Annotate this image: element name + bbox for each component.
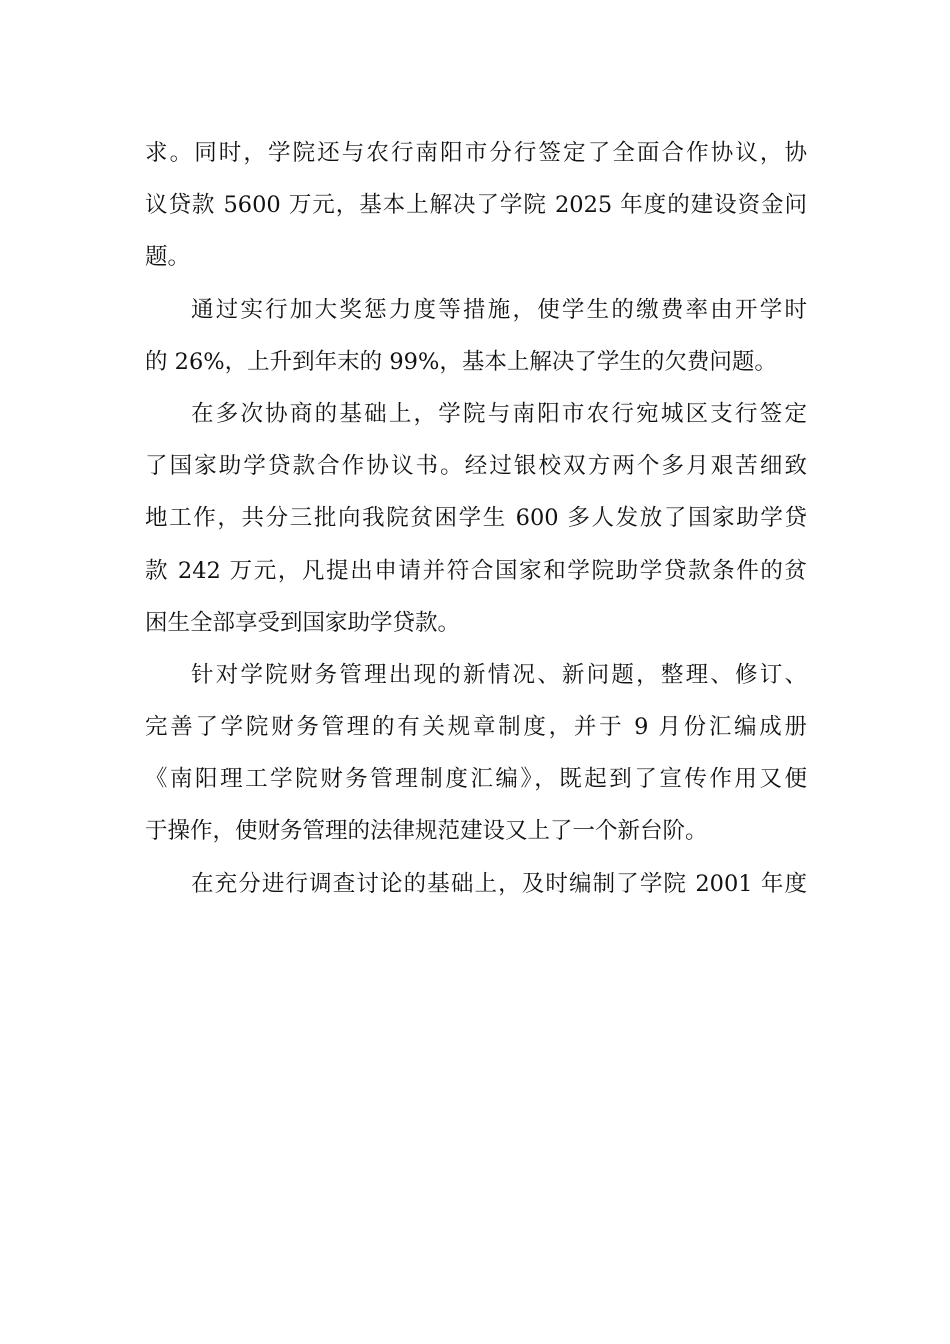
text-line: 《南阳理工学院财务管理制度汇编》，既起到了宣传作用又便 xyxy=(145,766,807,793)
text-line: 在充分进行调查讨论的基础上，及时编制了学院 2001 年度 xyxy=(191,870,807,897)
text-line: 议贷款 5600 万元，基本上解决了学院 2025 年度的建设资金问 xyxy=(145,192,807,219)
text-line: 于操作，使财务管理的法律规范建设又上了一个新台阶。 xyxy=(145,818,708,845)
text-line: 的 26%，上升到年末的 99%，基本上解决了学生的欠费问题。 xyxy=(145,348,777,375)
text-line: 款 242 万元，凡提出申请并符合国家和学院助学贷款条件的贫 xyxy=(145,557,807,584)
text-line: 在多次协商的基础上，学院与南阳市农行宛城区支行签定 xyxy=(191,400,807,427)
text-line: 了国家助学贷款合作协议书。经过银校双方两个多月艰苦细致 xyxy=(145,453,807,480)
text-line: 题。 xyxy=(145,244,191,271)
text-line: 困生全部享受到国家助学贷款。 xyxy=(145,609,461,636)
text-line: 针对学院财务管理出现的新情况、新问题，整理、修订、 xyxy=(191,661,807,688)
text-line: 地工作，共分三批向我院贫困学生 600 多人发放了国家助学贷 xyxy=(145,505,807,532)
text-line: 通过实行加大奖惩力度等措施，使学生的缴费率由开学时 xyxy=(191,296,807,323)
body-text xyxy=(145,127,807,910)
text-line: 完善了学院财务管理的有关规章制度，并于 9 月份汇编成册 xyxy=(145,714,807,741)
text-line: 求。同时，学院还与农行南阳市分行签定了全面合作协议，协 xyxy=(145,140,807,166)
